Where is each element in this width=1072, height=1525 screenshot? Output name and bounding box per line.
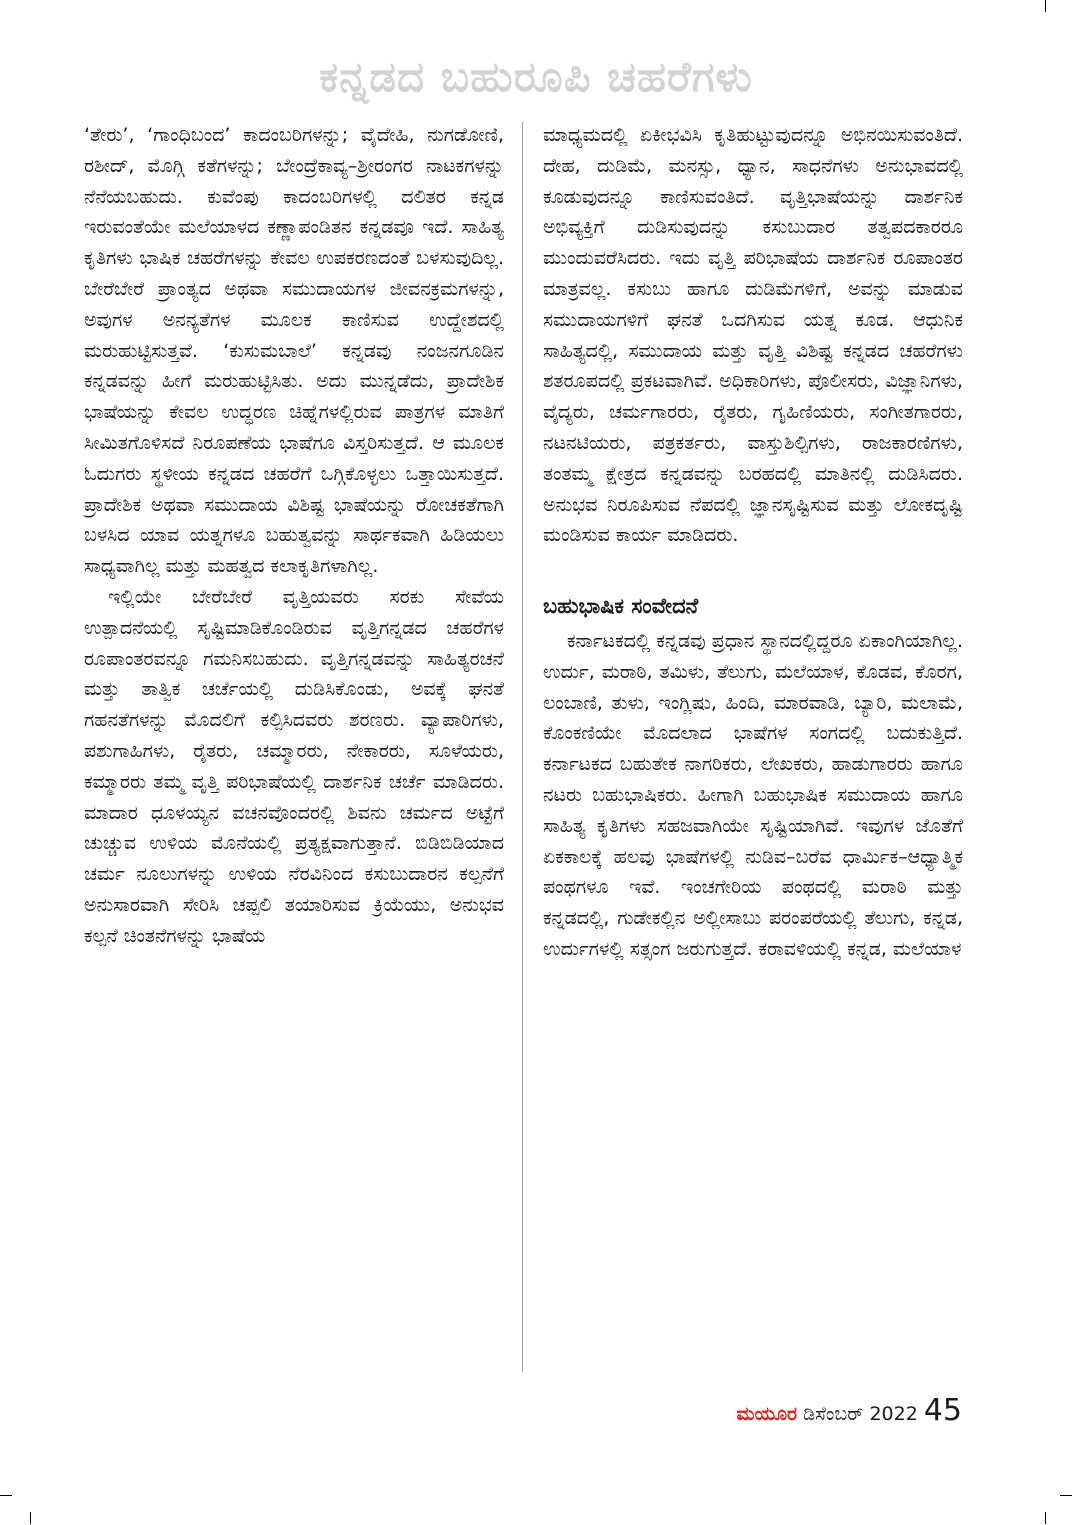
crop-mark	[0, 1495, 12, 1496]
magazine-name: ಮಯೂರ	[736, 1403, 798, 1425]
section-heading: ಬಹುಭಾಷಿಕ ಸಂವೇದನೆ	[543, 594, 699, 619]
page-footer	[737, 1393, 962, 1428]
column-divider	[522, 122, 523, 1372]
crop-mark	[30, 1512, 31, 1524]
paragraph: ಇಲ್ಲಿಯೇ ಬೇರೆಬೇರೆ ವೃತ್ತಿಯವರು ಸರಕು ಸೇವೆಯ ಉತ್ಪಾದನೆಯಲ್ಲಿ ಸೃಷ್ಟಿಮಾಡಿಕೊಂಡಿರುವ ವೃತ್ತಿಗನ್ನಡದ ಚಹರೆಗಳ ರೂಪಾಂತರವನ್ನೂ ಗಮನಿಸಬಹುದು. ವೃತ್ತಿಗನ್ನಡವನ್ನು ಸಾಹಿತ್ಯರಚನೆ ಮತ್ತು ತಾತ್ವಿಕ ಚರ್ಚೆಯಲ್ಲಿ ದುಡಿಸಿಕೊಂಡು, ಅವಕ್ಕೆ ಘನತೆ ಗಹನತೆಗಳನ್ನು ಮೊದಲಿಗೆ ಕಲ್ಪಿಸಿದವರು ಶರಣರು. ವ್ಯಾಪಾರಿಗಳು, ಪಶುಗಾಹಿಗಳು, ರೈತರು, ಚಮ್ಮಾರರು, ನೇಕಾರರು, ಸೂಳೆಯರು, ಕಮ್ಮಾರರು ತಮ್ಮ ವೃತ್ತಿ ಪರಿಭಾಷೆಯಲ್ಲಿ ದಾರ್ಶನಿಕ ಚರ್ಚೆ ಮಾಡಿದರು. ಮಾದಾರ ಧೂಳಯ್ಯನ ವಚನವೊಂದರಲ್ಲಿ ಶಿವನು ಚರ್ಮದ ಅಟ್ಟೆಗೆ ಚುಚ್ಚುವ ಉಳಿಯ ಮೊನೆಯಲ್ಲಿ ಪ್ರತ್ಯಕ್ಷವಾಗುತ್ತಾನೆ. ಬಿಡಿಬಿಡಿಯಾದ ಚರ್ಮ ನೂಲುಗಳನ್ನು ಉಳಿಯ ನೆರವಿನಿಂದ ಕಸುಬುದಾರನ ಕಲ್ಪನೆಗೆ ಅನುಸಾರವಾಗಿ ಸೇರಿಸಿ ಚಪ್ಪಲಿ ತಯಾರಿಸುವ ಕ್ರಿಯೆಯು, ಅನುಭವ ಕಲ್ಪನೆ ಚಿಂತನೆಗಳನ್ನು ಭಾಷೆಯ	[84, 585, 504, 947]
paragraph: ಕರ್ನಾಟಕದಲ್ಲಿ ಕನ್ನಡವು ಪ್ರಧಾನ ಸ್ಥಾನದಲ್ಲಿದ್ದರೂ ಏಕಾಂಗಿಯಾಗಿಲ್ಲ. ಉರ್ದು, ಮರಾಠಿ, ತಮಿಳು, ತೆಲುಗು, ಮಲೆಯಾಳ, ಕೊಡವ, ಕೊರಗ, ಲಂಬಾಣಿ, ತುಳು, ಇಂಗ್ಲಿಷು, ಹಿಂದಿ, ಮಾರವಾಡಿ, ಬ್ಯಾರಿ, ಮಲಾಮೆ, ಕೊಂಕಣಿಯೇ ಮೊದಲಾದ ಭಾಷೆಗಳ ಸಂಗದಲ್ಲಿ ಬದುಕುತ್ತಿದೆ. ಕರ್ನಾಟಕದ ಬಹುತೇಕ ನಾಗರಿಕರು, ಲೇಖಕರು, ಹಾಡುಗಾರರು ಹಾಗೂ ನಟರು ಬಹುಭಾಷಿಕರು. ಹೀಗಾಗಿ ಬಹುಭಾಷಿಕ ಸಮುದಾಯ ಹಾಗೂ ಸಾಹಿತ್ಯ ಕೃತಿಗಳು ಸಹಜವಾಗಿಯೇ ಸೃಷ್ಟಿಯಾಗಿವೆ. ಇವುಗಳ ಜೊತೆಗೆ ಏಕಕಾಲಕ್ಕೆ ಹಲವು ಭಾಷೆಗಳಲ್ಲಿ ನುಡಿವ–ಬರೆವ ಧಾರ್ಮಿಕ–ಆಧ್ಯಾತ್ಮಿಕ ಪಂಥಗಳೂ ಇವೆ. ಇಂಚಗೇರಿಯ ಪಂಥದಲ್ಲಿ ಮರಾಠಿ ಮತ್ತು ಕನ್ನಡದಲ್ಲಿ, ಗುಡೇಕಲ್ಲಿನ ಅಲ್ಲೀಸಾಬು ಪರಂಪರೆಯಲ್ಲಿ ತೆಲುಗು, ಕನ್ನಡ, ಉರ್ದುಗಳಲ್ಲಿ ಸತ್ಸಂಗ ಜರುಗುತ್ತದೆ. ಕರಾವಳಿಯಲ್ಲಿ ಕನ್ನಡ, ಮಲೆಯಾಳ	[543, 629, 963, 960]
crop-mark	[1045, 0, 1046, 12]
paragraph: ‘ತೇರು’, ‘ಗಾಂಧಿಬಂದ’ ಕಾದಂಬರಿಗಳನ್ನು; ವೈದೇಹಿ, ನುಗಡೋಣಿ, ರಶೀದ್, ಮೊಗ್ಗಿ ಕತೆಗಳನ್ನು; ಬೇಂದ್ರೆಕಾವ್ಯ–ಶ್ರೀರಂಗರ ನಾಟಕಗಳನ್ನು ನೆನೆಯಬಹುದು. ಕುವೆಂಪು ಕಾದಂಬರಿಗಳಲ್ಲಿ ದಲಿತರ ಕನ್ನಡ ಇರುವಂತೆಯೇ ಮಲೆಯಾಳದ ಕಣ್ಣಾಪಂಡಿತನ ಕನ್ನಡವೂ ಇದೆ. ಸಾಹಿತ್ಯ ಕೃತಿಗಳು ಭಾಷಿಕ ಚಹರೆಗಳನ್ನು ಕೇವಲ ಉಪಕರಣದಂತೆ ಬಳಸುವುದಿಲ್ಲ. ಬೇರೆಬೇರೆ ಪ್ರಾಂತ್ಯದ ಅಥವಾ ಸಮುದಾಯಗಳ ಜೀವನಕ್ರಮಗಳನ್ನು, ಅವುಗಳ ಅನನ್ಯತೆಗಳ ಮೂಲಕ ಕಾಣಿಸುವ ಉದ್ದೇಶದಲ್ಲಿ ಮರುಹುಟ್ಟಿಸುತ್ತವೆ. ‘ಕುಸುಮಬಾಲೆ’ ಕನ್ನಡವು ನಂಜನಗೂಡಿನ ಕನ್ನಡವನ್ನು ಹೀಗೆ ಮರುಹುಟ್ಟಿಸಿತು. ಅದು ಮುನ್ನಡೆದು, ಪ್ರಾದೇಶಿಕ ಭಾಷೆಯನ್ನು ಕೇವಲ ಉದ್ಧರಣ ಚಿಹ್ನೆಗಳಲ್ಲಿರುವ ಪಾತ್ರಗಳ ಮಾತಿಗೆ ಸೀಮಿತಗೊಳಿಸದೆ ನಿರೂಪಣೆಯ ಭಾಷೆಗೂ ವಿಸ್ತರಿಸುತ್ತದೆ. ಆ ಮೂಲಕ ಓದುಗರು ಸ್ಥಳೀಯ ಕನ್ನಡದ ಚಹರೆಗೆ ಒಗ್ಗಿಕೊಳ್ಳಲು ಒತ್ತಾಯಿಸುತ್ತದೆ. ಪ್ರಾದೇಶಿಕ ಅಥವಾ ಸಮುದಾಯ ವಿಶಿಷ್ಟ ಭಾಷೆಯನ್ನು ರೋಚಕತೆಗಾಗಿ ಬಳಸಿದ ಯಾವ ಯತ್ನಗಳೂ ಬಹುತ್ವವನ್ನು ಸಾರ್ಥಕವಾಗಿ ಹಿಡಿಯಲು ಸಾಧ್ಯವಾಗಿಲ್ಲ ಮತ್ತು ಮಹತ್ವದ ಕಲಾಕೃತಿಗಳಾಗಿಲ್ಲ.	[84, 124, 504, 578]
page-number: 45	[923, 1393, 962, 1428]
running-title: ಕನ್ನಡದ ಬಹುರೂಪಿ ಚಹರೆಗಳು	[319, 52, 753, 101]
right-column	[543, 120, 963, 965]
left-column	[84, 120, 504, 952]
crop-mark	[1060, 1495, 1072, 1496]
issue-date: ಡಿಸೆಂಬರ್ 2022	[803, 1403, 918, 1425]
crop-mark	[1045, 1512, 1046, 1524]
paragraph: ಮಾಧ್ಯಮದಲ್ಲಿ ಏಕೀಭವಿಸಿ ಕೃತಿಹುಟ್ಟುವುದನ್ನೂ ಅಭಿನಯಿಸುವಂತಿದೆ. ದೇಹ, ದುಡಿಮೆ, ಮನಸ್ಸು, ಧ್ಯಾನ, ಸಾಧನೆಗಳು ಅನುಭಾವದಲ್ಲಿ ಕೂಡುವುದನ್ನೂ ಕಾಣಿಸುವಂತಿದೆ. ವೃತ್ತಿಭಾಷೆಯನ್ನು ದಾರ್ಶನಿಕ ಅಭಿವ್ಯಕ್ತಿಗೆ ದುಡಿಸುವುದನ್ನು ಕಸುಬುದಾರ ತತ್ವಪದಕಾರರೂ ಮುಂದುವರೆಸಿದರು. ಇದು ವೃತ್ತಿ ಪರಿಭಾಷೆಯ ದಾರ್ಶನಿಕ ರೂಪಾಂತರ ಮಾತ್ರವಲ್ಲ. ಕಸುಬು ಹಾಗೂ ದುಡಿಮೆಗಳಿಗೆ, ಅವನ್ನು ಮಾಡುವ ಸಮುದಾಯಗಳಿಗೆ ಘನತೆ ಒದಗಿಸುವ ಯತ್ನ ಕೂಡ. ಆಧುನಿಕ ಸಾಹಿತ್ಯದಲ್ಲಿ, ಸಮುದಾಯ ಮತ್ತು ವೃತ್ತಿ ವಿಶಿಷ್ಟ ಕನ್ನಡದ ಚಹರೆಗಳು ಶತರೂಪದಲ್ಲಿ ಪ್ರಕಟವಾಗಿವೆ. ಅಧಿಕಾರಿಗಳು, ಪೊಲೀಸರು, ವಿಜ್ಞಾನಿಗಳು, ವೈದ್ಯರು, ಚರ್ಮಗಾರರು, ರೈತರು, ಗೃಹಿಣಿಯರು, ಸಂಗೀತಗಾರರು, ನಟನಟಿಯರು, ಪತ್ರಕರ್ತರು, ವಾಸ್ತುಶಿಲ್ಪಿಗಳು, ರಾಜಕಾರಣಿಗಳು, ತಂತಮ್ಮ ಕ್ಷೇತ್ರದ ಕನ್ನಡವನ್ನು ಬರಹದಲ್ಲಿ ಮಾತಿನಲ್ಲಿ ದುಡಿಸಿದರು. ಅನುಭವ ನಿರೂಪಿಸುವ ನೆಪದಲ್ಲಿ ಜ್ಞಾನಸೃಷ್ಟಿಸುವ ಮತ್ತು ಲೋಕದೃಷ್ಟಿ ಮಂಡಿಸುವ ಕಾರ್ಯ ಮಾಡಿದರು.	[543, 124, 963, 547]
